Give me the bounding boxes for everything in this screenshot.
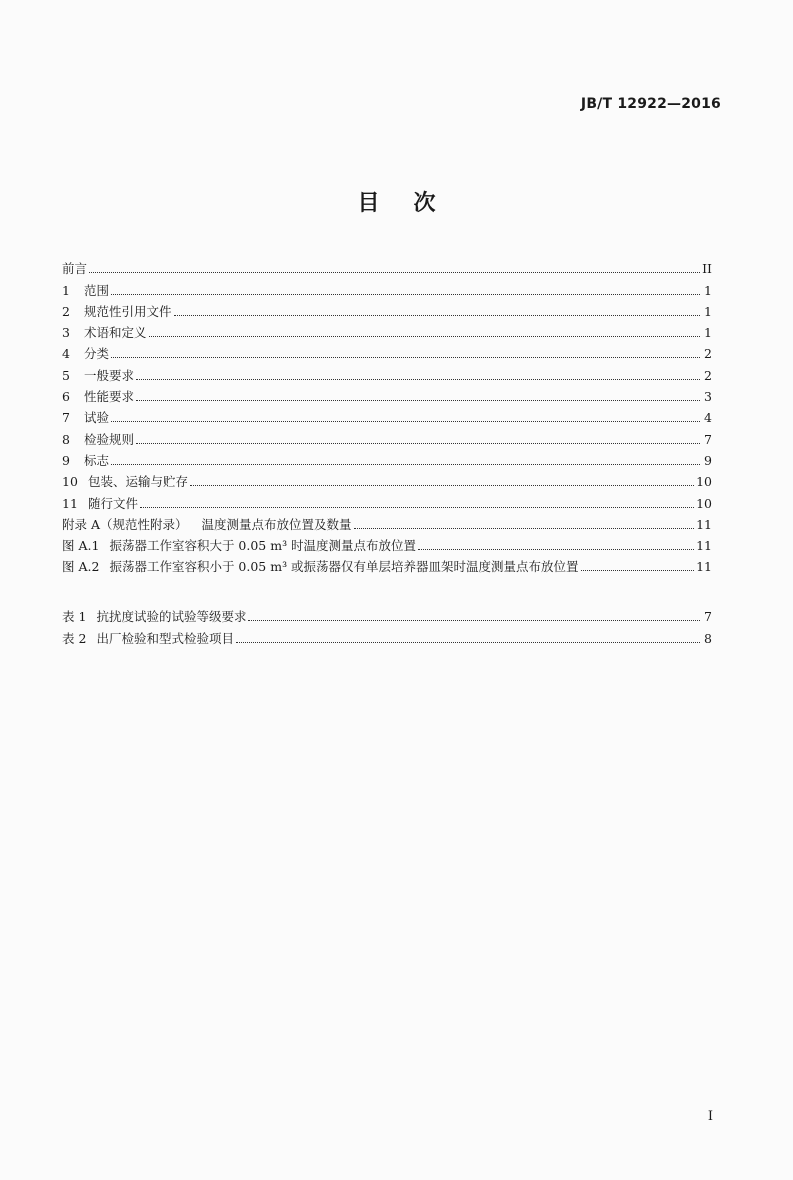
page-number: I <box>707 1109 713 1124</box>
toc-leader <box>136 400 700 401</box>
toc-leader <box>89 272 700 273</box>
toc-page: 1 <box>704 325 712 341</box>
toc-leader <box>354 528 695 529</box>
toc-leader <box>190 485 694 486</box>
toc-title: 温度测量点布放位置及数量 <box>201 516 352 532</box>
toc-leader <box>149 336 700 337</box>
toc-label: 标志 <box>84 452 110 468</box>
toc-number: 1 <box>62 282 70 298</box>
toc-entry-10[interactable] <box>62 469 712 490</box>
toc-leader <box>140 507 694 508</box>
toc-label: 试验 <box>84 410 110 426</box>
toc-page: 10 <box>696 495 712 511</box>
toc-entry-2[interactable] <box>62 299 712 320</box>
toc-label: 随行文件 <box>88 495 139 511</box>
toc-label: 附录 A（规范性附录） <box>62 516 188 532</box>
toc-page: 7 <box>704 609 712 625</box>
toc-leader <box>136 443 700 444</box>
title-char-1: 目 <box>357 191 380 216</box>
toc-number: 8 <box>62 431 70 447</box>
toc-number: 2 <box>62 303 70 319</box>
toc-page: 11 <box>696 538 712 554</box>
toc-page: 3 <box>704 389 712 405</box>
toc-page: 11 <box>696 559 712 575</box>
toc-title: 振荡器工作室容积大于 0.05 m³ 时温度测量点布放位置 <box>109 538 417 554</box>
toc-page: 7 <box>704 431 712 447</box>
toc-leader <box>248 620 700 621</box>
toc-number: 10 <box>62 474 78 490</box>
toc-page: 4 <box>704 410 712 426</box>
toc-leader <box>581 570 695 571</box>
toc-entry-11[interactable] <box>62 490 712 511</box>
toc-page: 8 <box>704 630 712 646</box>
toc-label: 性能要求 <box>84 389 135 405</box>
toc-number: 4 <box>62 346 70 362</box>
toc-label: 术语和定义 <box>84 325 147 341</box>
toc-page: 9 <box>704 452 712 468</box>
toc-entry-appendix-a[interactable] <box>62 512 712 533</box>
page-title <box>0 186 793 217</box>
toc-leader <box>111 464 700 465</box>
toc-entry-table-2[interactable] <box>62 625 712 646</box>
toc-leader <box>236 642 700 643</box>
title-char-2: 次 <box>413 191 436 216</box>
toc-entry-3[interactable] <box>62 320 712 341</box>
toc-entry-7[interactable] <box>62 405 712 426</box>
toc-entry-8[interactable] <box>62 426 712 447</box>
toc-page: 2 <box>704 367 712 383</box>
toc-entry-6[interactable] <box>62 384 712 405</box>
toc-title: 振荡器工作室容积小于 0.05 m³ 或振荡器仅有单层培养器皿架时温度测量点布放位置 <box>109 559 579 575</box>
toc-entry-4[interactable] <box>62 341 712 362</box>
toc-page: 1 <box>704 282 712 298</box>
table-of-contents <box>62 256 712 575</box>
toc-number: 9 <box>62 452 70 468</box>
toc-label: 图 A.1 <box>62 538 100 554</box>
toc-label: 规范性引用文件 <box>84 303 172 319</box>
toc-entry-1[interactable] <box>62 277 712 298</box>
toc-leader <box>418 549 694 550</box>
toc-number: 6 <box>62 389 70 405</box>
toc-label: 前言 <box>62 261 88 277</box>
toc-number: 11 <box>62 495 78 511</box>
toc-title: 抗扰度试验的试验等级要求 <box>96 609 247 625</box>
toc-title: 出厂检验和型式检验项目 <box>96 630 234 646</box>
toc-entry-table-1[interactable] <box>62 604 712 625</box>
toc-leader <box>111 294 700 295</box>
list-of-tables <box>62 604 712 647</box>
toc-entry-5[interactable] <box>62 362 712 383</box>
toc-leader <box>136 379 700 380</box>
toc-entry-figure-a1[interactable] <box>62 533 712 554</box>
standard-code: JB/T 12922—2016 <box>580 96 721 112</box>
toc-leader <box>174 315 700 316</box>
toc-leader <box>111 357 700 358</box>
toc-leader <box>111 421 700 422</box>
toc-entry-foreword[interactable] <box>62 256 712 277</box>
toc-label: 分类 <box>84 346 110 362</box>
toc-page: 2 <box>704 346 712 362</box>
toc-page: 1 <box>704 303 712 319</box>
toc-label: 一般要求 <box>84 367 135 383</box>
toc-number: 7 <box>62 410 70 426</box>
toc-label: 检验规则 <box>84 431 135 447</box>
toc-label: 表 1 <box>62 609 87 625</box>
toc-label: 包装、运输与贮存 <box>88 474 189 490</box>
toc-page: 10 <box>696 474 712 490</box>
toc-page: II <box>702 261 712 277</box>
toc-label: 图 A.2 <box>62 559 100 575</box>
toc-label: 表 2 <box>62 630 87 646</box>
toc-page: 11 <box>696 516 712 532</box>
toc-label: 范围 <box>84 282 110 298</box>
toc-entry-figure-a2[interactable] <box>62 554 712 575</box>
toc-entry-9[interactable] <box>62 448 712 469</box>
toc-number: 5 <box>62 367 70 383</box>
toc-number: 3 <box>62 325 70 341</box>
